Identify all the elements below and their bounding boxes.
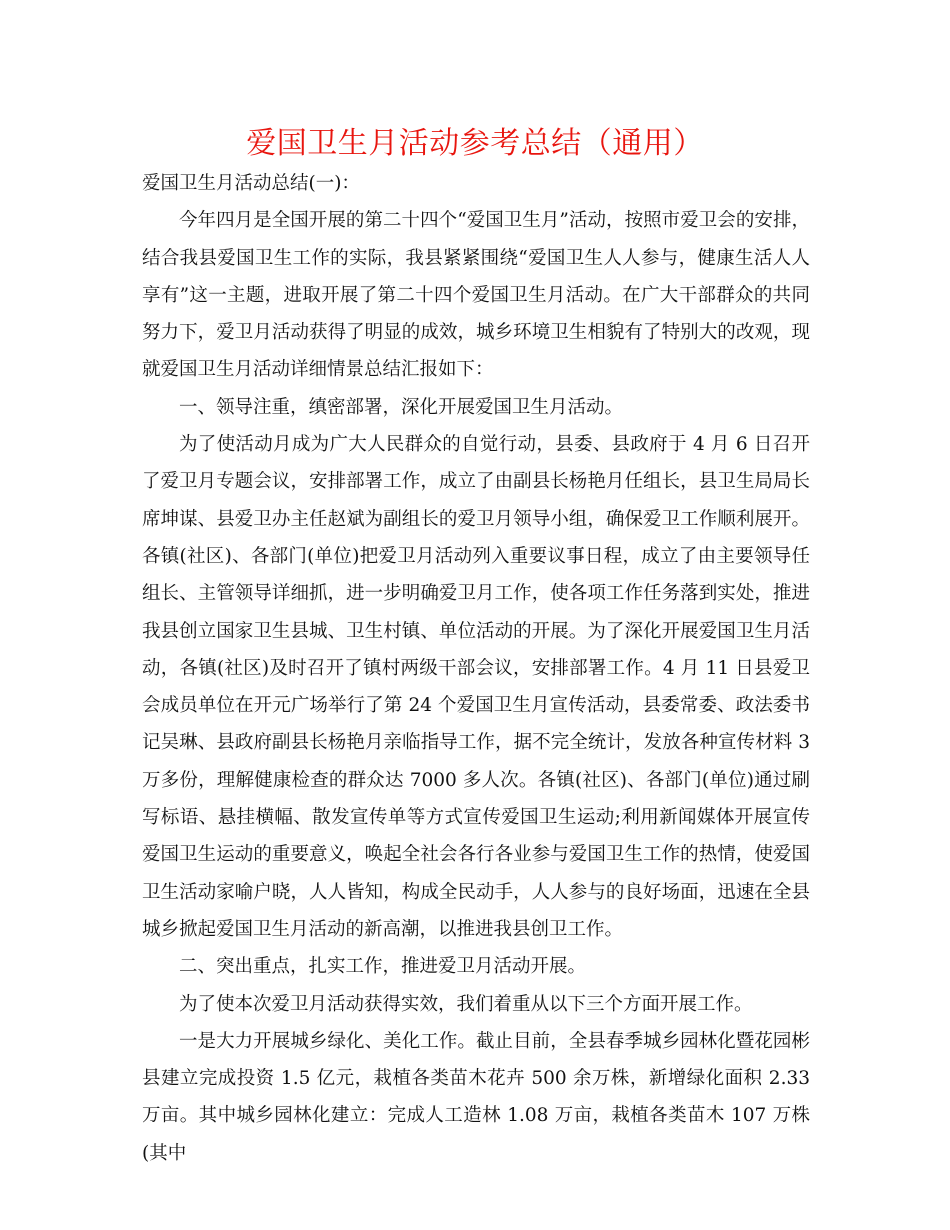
- section-heading-2: 二、突出重点，扎实工作，推进爱卫月活动开展。: [179, 956, 587, 978]
- paragraph-intro: 今年四月是全国开展的第二十四个“爱国卫生月”活动，按照市爱卫会的安排，结合我县爱国卫生工作的实际，我县紧紧围绕“爱国卫生人人参与，健康生活人人享有”这一主题，进取开展了第二十四个爱国卫生月活动。在广大干部群众的共同努力下，爱卫月活动获得了明显的成效，城乡环境卫生相貌有了特别大的改观，现就爱国卫生月活动详细情景总结汇报如下：: [142, 210, 810, 381]
- paragraph-subtitle: 爱国卫生月活动总结(一)：: [142, 173, 360, 194]
- section-heading-1: 一、领导注重，缜密部署，深化开展爱国卫生月活动。: [179, 396, 624, 418]
- paragraph-section-1: 为了使活动月成为广大人民群众的自觉行动，县委、县政府于 4 月 6 日召开了爱卫月专题会议，安排部署工作，成立了由副县长杨艳月任组长，县卫生局局长席坤谋、县爱卫办主任赵斌为副组长的爱卫月领导小组，确保爱卫工作顺利展开。各镇(社区)、各部门(单位)把爱卫月活动列入重要议事日程，成立了由主要领导任组长、主管领导详细抓，进一步明确爱卫月工作，使各项工作任务落到实处，推进我县创立国家卫生县城、卫生村镇、单位活动的开展。为了深化开展爱国卫生月活动，各镇(社区)及时召开了镇村两级干部会议，安排部署工作。4 月 11 日县爱卫会成员单位在开元广场举行了第 24 个爱国卫生月宣传活动，县委常委、政法委书记吴琳、县政府副县长杨艳月亲临指导工作，据不完全统计，发放各种宣传材料 3 万多份，理解健康检查的群众达 7000 多人次。各镇(社区)、各部门(单位)通过刷写标语、悬挂横幅、散发宣传单等方式宣传爱国卫生运动;利用新闻媒体开展宣传爱国卫生运动的重要意义，唤起全社会各行各业参与爱国卫生工作的热情，使爱国卫生活动家喻户晓，人人皆知，构成全民动手，人人参与的良好场面，迅速在全县城乡掀起爱国卫生月活动的新高潮，以推进我县创卫工作。: [142, 434, 810, 940]
- paragraph-section-2-intro: 为了使本次爱卫月活动获得实效，我们着重从以下三个方面开展工作。: [179, 993, 753, 1015]
- paragraph-greening: 一是大力开展城乡绿化、美化工作。截止目前，全县春季城乡园林化暨花园彬县建立完成投资 1.5 亿元，栽植各类苗木花卉 500 余万株，新增绿化面积 2.33 万亩。其中城乡园林化建立：完成人工造林 1.08 万亩，栽植各类苗木 107 万株(其中: [142, 1030, 810, 1164]
- document-title: 爱国卫生月活动参考总结（通用）: [246, 126, 704, 161]
- document-body: [142, 165, 810, 1172]
